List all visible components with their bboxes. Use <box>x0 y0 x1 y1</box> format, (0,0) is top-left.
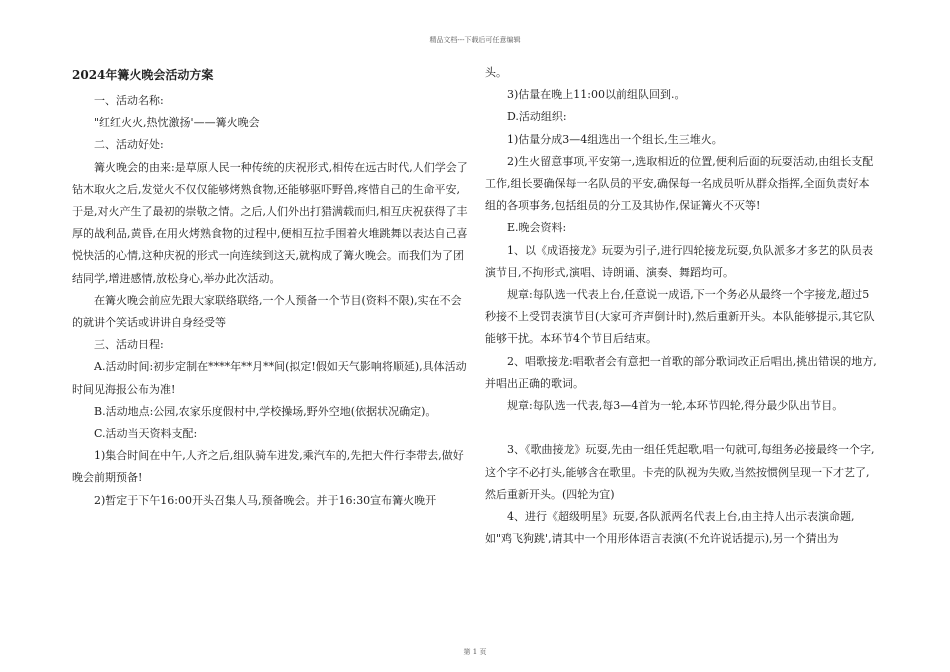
page-number: 第 1 页 <box>463 648 487 656</box>
paragraph: A.活动时间:初步定制在****年**月**间(拟定!假如天气影响将顺延),具体活动时间见海报公布为准! <box>72 360 467 396</box>
paragraph-continuation: 头。 <box>485 66 507 79</box>
paragraph: E.晚会资料: <box>507 221 567 235</box>
paragraph: 二、活动好处: <box>94 138 164 152</box>
blank-line <box>485 417 878 439</box>
paragraph: 4、进行《超级明星》玩耍,各队派两名代表上台,由主持人出示表演命题,如"鸡飞狗跳',请其中一个用形体语言表演(不允许说话提示),另一个猜出为 <box>485 510 855 546</box>
paragraph: "红红火火,热忱激扬'——篝火晚会 <box>94 116 260 130</box>
paragraph: 规章:每队选一代表,每3—4首为一轮,本环节四轮,得分最少队出节目。 <box>507 399 844 413</box>
paragraph: 3、《歌曲接龙》玩耍,先由一组任凭起歌,唱一句就可,每组务必接最终一个字,这个字不必打头,能够含在歌里。卡壳的队视为失败,当然按惯例呈现一下才艺了,然后重新开头。(四轮为宜) <box>485 443 875 501</box>
paragraph: 3)估量在晚上11:00以前组队回到.。 <box>507 88 686 102</box>
paragraph: 1、以《成语接龙》玩耍为引子,进行四轮接龙玩耍,负队派多才多艺的队员表演节目,不拘形式,演唱、诗朗诵、演奏、舞蹈均可。 <box>485 243 873 279</box>
paragraph: 篝火晚会的由来:是草原人民一种传统的庆祝形式,相传在远古时代,人们学会了钻木取火之后,发觉火不仅仅能够烤熟食物,还能够驱吓野兽,疼惜自己的生命平安,于是,对火产生了最初的崇敬之情。之后,人们外出打猎满载而归,相互庆祝获得了丰厚的战利品,黄昏,在用火烤熟食物的过程中,便相互拉手围着火堆跳舞以表达自己喜悦快活的心情,这种庆祝的形式一向连续到这天,就构成了篝火晚会。而我们为了团结同学,增进感情,放松身心,举办此次活动。 <box>72 160 468 285</box>
right-column <box>485 62 878 550</box>
paragraph: 1)集合时间在中午,人齐之后,组队骑车进发,乘汽车的,先把大件行李带去,做好晚会前期预备! <box>72 449 464 485</box>
left-column <box>72 62 468 512</box>
paragraph: 一、活动名称: <box>94 94 164 107</box>
paragraph: C.活动当天资料支配: <box>94 427 198 441</box>
paragraph: 三、活动日程: <box>94 338 164 352</box>
paragraph: 在篝火晚会前应先跟大家联络联络,一个人预备一个节目(资料不限),实在不会的就讲个笑话或讲讲自身经受等 <box>72 293 462 330</box>
paragraph: 1)估量分成3—4组选出一个组长,生三堆火。 <box>507 132 723 146</box>
paragraph: 2)暂定于下午16:00开头召集人马,预备晚会。并于16:30宣布篝火晚开 <box>94 493 437 507</box>
page-header: 精品文档---下载后可任意编辑 <box>429 36 521 44</box>
document-title: 2024年篝火晚会活动方案 <box>72 68 214 82</box>
paragraph: 2)生火留意事项,平安第一,选取相近的位置,便利后面的玩耍活动,由组长支配工作,组长要确保每一名队员的平安,确保每一名成员听从群众指挥,全面负责好本组的各项事务,包括组员的分工及其协作,保证篝火不灭等! <box>485 154 874 213</box>
paragraph: B.活动地点:公园,农家乐度假村中,学校操场,野外空地(依据状况确定)。 <box>94 404 437 418</box>
paragraph: 2、唱歌接龙:唱歌者会有意把一首歌的部分歌词改正后唱出,挑出错误的地方,并唱出正确的歌词。 <box>485 354 877 390</box>
paragraph: 规章:每队选一代表上台,任意说一成语,下一个务必从最终一个字接龙,超过5秒接不上受罚表演节目(大家可齐声倒计时),然后重新开头。本队能够提示,其它队能够干扰。本环节4个节目后结束。 <box>485 288 875 346</box>
paragraph: D.活动组织: <box>507 110 567 124</box>
